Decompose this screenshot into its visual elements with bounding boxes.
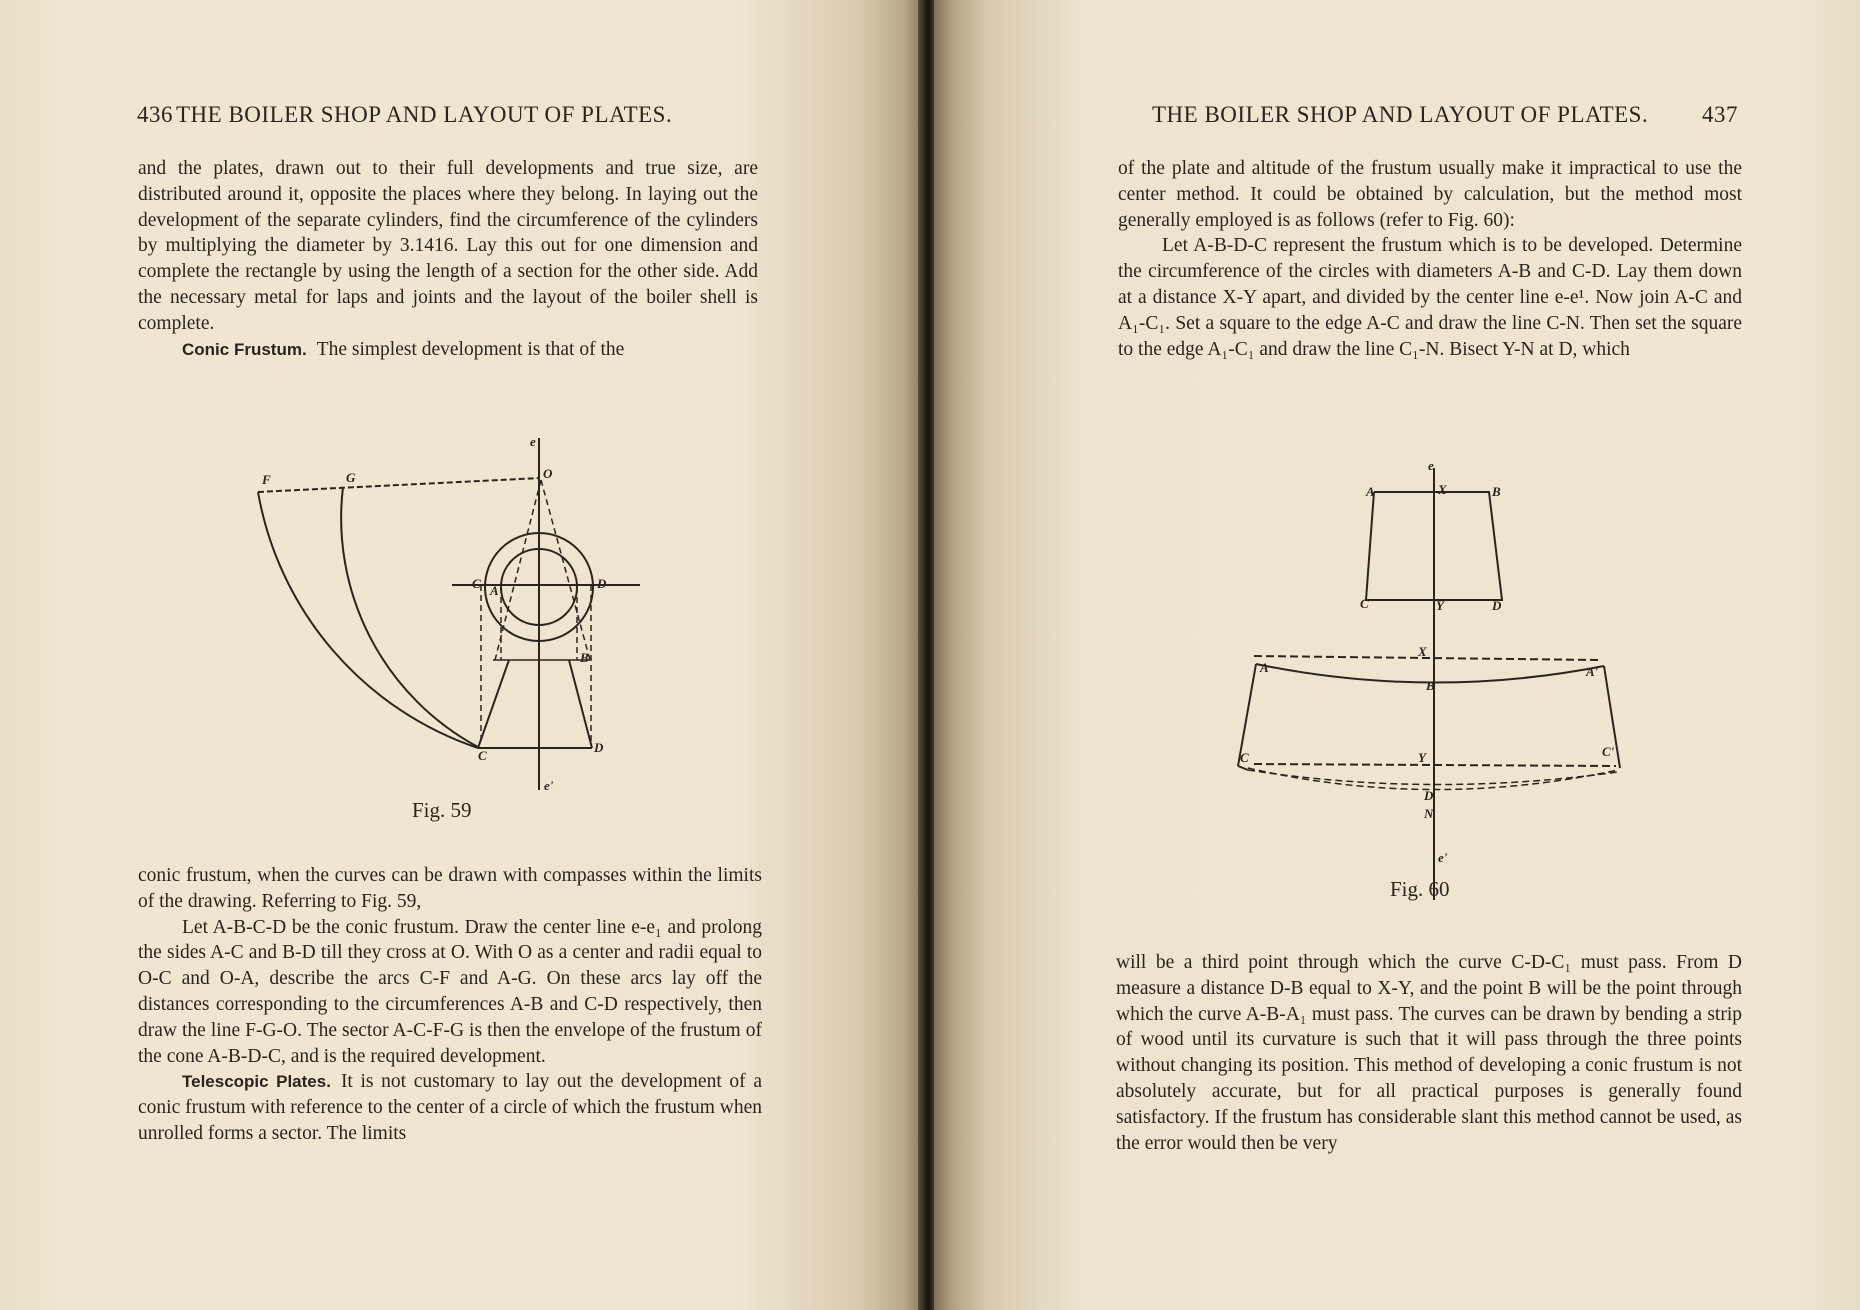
fig60-label-n: N: [1424, 806, 1434, 821]
fig59-label-e1: e': [544, 778, 554, 793]
figure-59-caption: Fig. 59: [412, 798, 472, 822]
section-heading-telescopic-plates: Telescopic Plates.: [182, 1072, 331, 1092]
left-bottom-text-block: [138, 863, 762, 1147]
fig60-label-d-top: D: [1492, 598, 1502, 613]
fig59-label-o: O: [543, 466, 553, 481]
fig59-label-b: B: [580, 650, 589, 665]
section-heading-conic-frustum: Conic Frustum.: [182, 339, 307, 359]
fig60-label-b-top: B: [1492, 484, 1501, 499]
fig60-label-a1: A': [1586, 664, 1599, 679]
section-telescopic-plates: [138, 1069, 762, 1146]
right-page-number: 437: [1702, 102, 1738, 127]
fig60-label-a: A: [1260, 660, 1269, 675]
fig60-label-y-top: Y: [1436, 598, 1444, 613]
right-paragraph-of-the-plate: of the plate and altitude of the frustum usually make it impractical to use the center method. It could be obtained by calculation, but the method most generally employed is as follows (refer to Fig. 60):: [1118, 158, 1742, 231]
left-top-text-block: [138, 156, 758, 362]
fig60-label-x-top: X: [1438, 482, 1447, 497]
fig59-label-d-bottom: D: [594, 740, 604, 755]
fig60-label-b: B: [1426, 678, 1435, 693]
right-bottom-text-block: [1116, 950, 1742, 1156]
left-top-paragraph: and the plates, drawn out to their full developments and true size, are distributed around it, opposite the places where they belong. In laying out the development of the separate cylinders, find the circumference of the cylinders by multiplying the diameter by 3.1416. Lay this out for one dimension and complete the rectangle by using the length of a section for the other side. Add the necessary metal for laps and joints and the layout of the boiler shell is complete.: [138, 158, 758, 334]
left-page-number: 436: [137, 102, 173, 127]
left-page: [0, 0, 922, 1310]
fig59-label-c-bottom: C: [478, 748, 487, 763]
fig60-label-c-top: C: [1360, 596, 1369, 611]
fig59-label-d-top: D: [597, 576, 607, 591]
fig60-label-c1: C': [1602, 744, 1615, 759]
section-telescopic-plates-text: It is not customary to lay out the development of a conic frustum with reference to the center of a circle of which the frustum when unrolled forms a sector. The limits: [138, 1071, 762, 1144]
fig60-label-e1: e': [1438, 850, 1448, 865]
fig60-label-c: C: [1240, 750, 1249, 765]
fig60-label-e: e: [1428, 458, 1434, 473]
left-paragraph-conic-frustum-cont: conic frustum, when the curves can be drawn with compasses within the limits of the drawing. Referring to Fig. 59,: [138, 865, 762, 912]
fig59-label-f: F: [262, 472, 271, 487]
section-conic-frustum-text: The simplest development is that of the: [316, 338, 625, 360]
right-paragraph-let-abdc: Let A-B-D-C represent the frustum which is to be developed. Determine the circumference of the circles with diameters A-B and C-D. Lay them down at a distance X-Y apart, and divided by the center line e-e¹. Now join A-C and A₁-C₁. Set a square to the edge A-C and draw the line C-N. Then set the square to the edge A₁-C₁ and draw the line C₁-N. Bisect Y-N at D, which: [1118, 235, 1742, 360]
section-conic-frustum: [138, 337, 758, 363]
fig60-label-a-top: A: [1366, 484, 1375, 499]
left-running-head: THE BOILER SHOP AND LAYOUT OF PLATES.: [176, 102, 673, 127]
figure-60-caption: Fig. 60: [1390, 877, 1450, 901]
fig60-label-d: D: [1424, 788, 1434, 803]
fig60-label-x: X: [1418, 644, 1427, 659]
right-top-text-block: [1118, 156, 1742, 362]
fig60-label-y: Y: [1418, 750, 1426, 765]
right-paragraph-third-point: will be a third point through which the curve C-D-C₁ must pass. From D measure a distance D-B equal to X-Y, and the point B will be the point through which the curve A-B-A₁ must pass. The curves can be drawn by bending a strip of wood until its curvature is such that it will pass through the three points without changing its position. This method of developing a conic frustum is not absolutely accurate, but for all practical purposes is generally found satisfactory. If the frustum has considerable slant this method cannot be used, as the error would then be very: [1116, 952, 1742, 1154]
fig59-label-e: e: [530, 434, 536, 449]
right-page: [934, 0, 1860, 1310]
left-paragraph-let-abcd: Let A-B-C-D be the conic frustum. Draw the center line e-e₁ and prolong the sides A-C and B-D till they cross at O. With O as a center and radii equal to O-C and O-A, describe the arcs C-F and A-G. On these arcs lay off the distances corresponding to the circumferences A-B and C-D respectively, then draw the line F-G-O. The sector A-C-F-G is then the envelope of the frustum of the cone A-B-D-C, and is the required development.: [138, 916, 762, 1067]
fig59-label-a: A: [490, 583, 499, 598]
figure-60-diagram: [1214, 455, 1615, 880]
figure-59-diagram: [240, 430, 660, 800]
right-running-head: THE BOILER SHOP AND LAYOUT OF PLATES.: [1152, 102, 1649, 127]
fig59-label-g: G: [346, 470, 356, 485]
fig59-label-c-top: C: [472, 576, 481, 591]
